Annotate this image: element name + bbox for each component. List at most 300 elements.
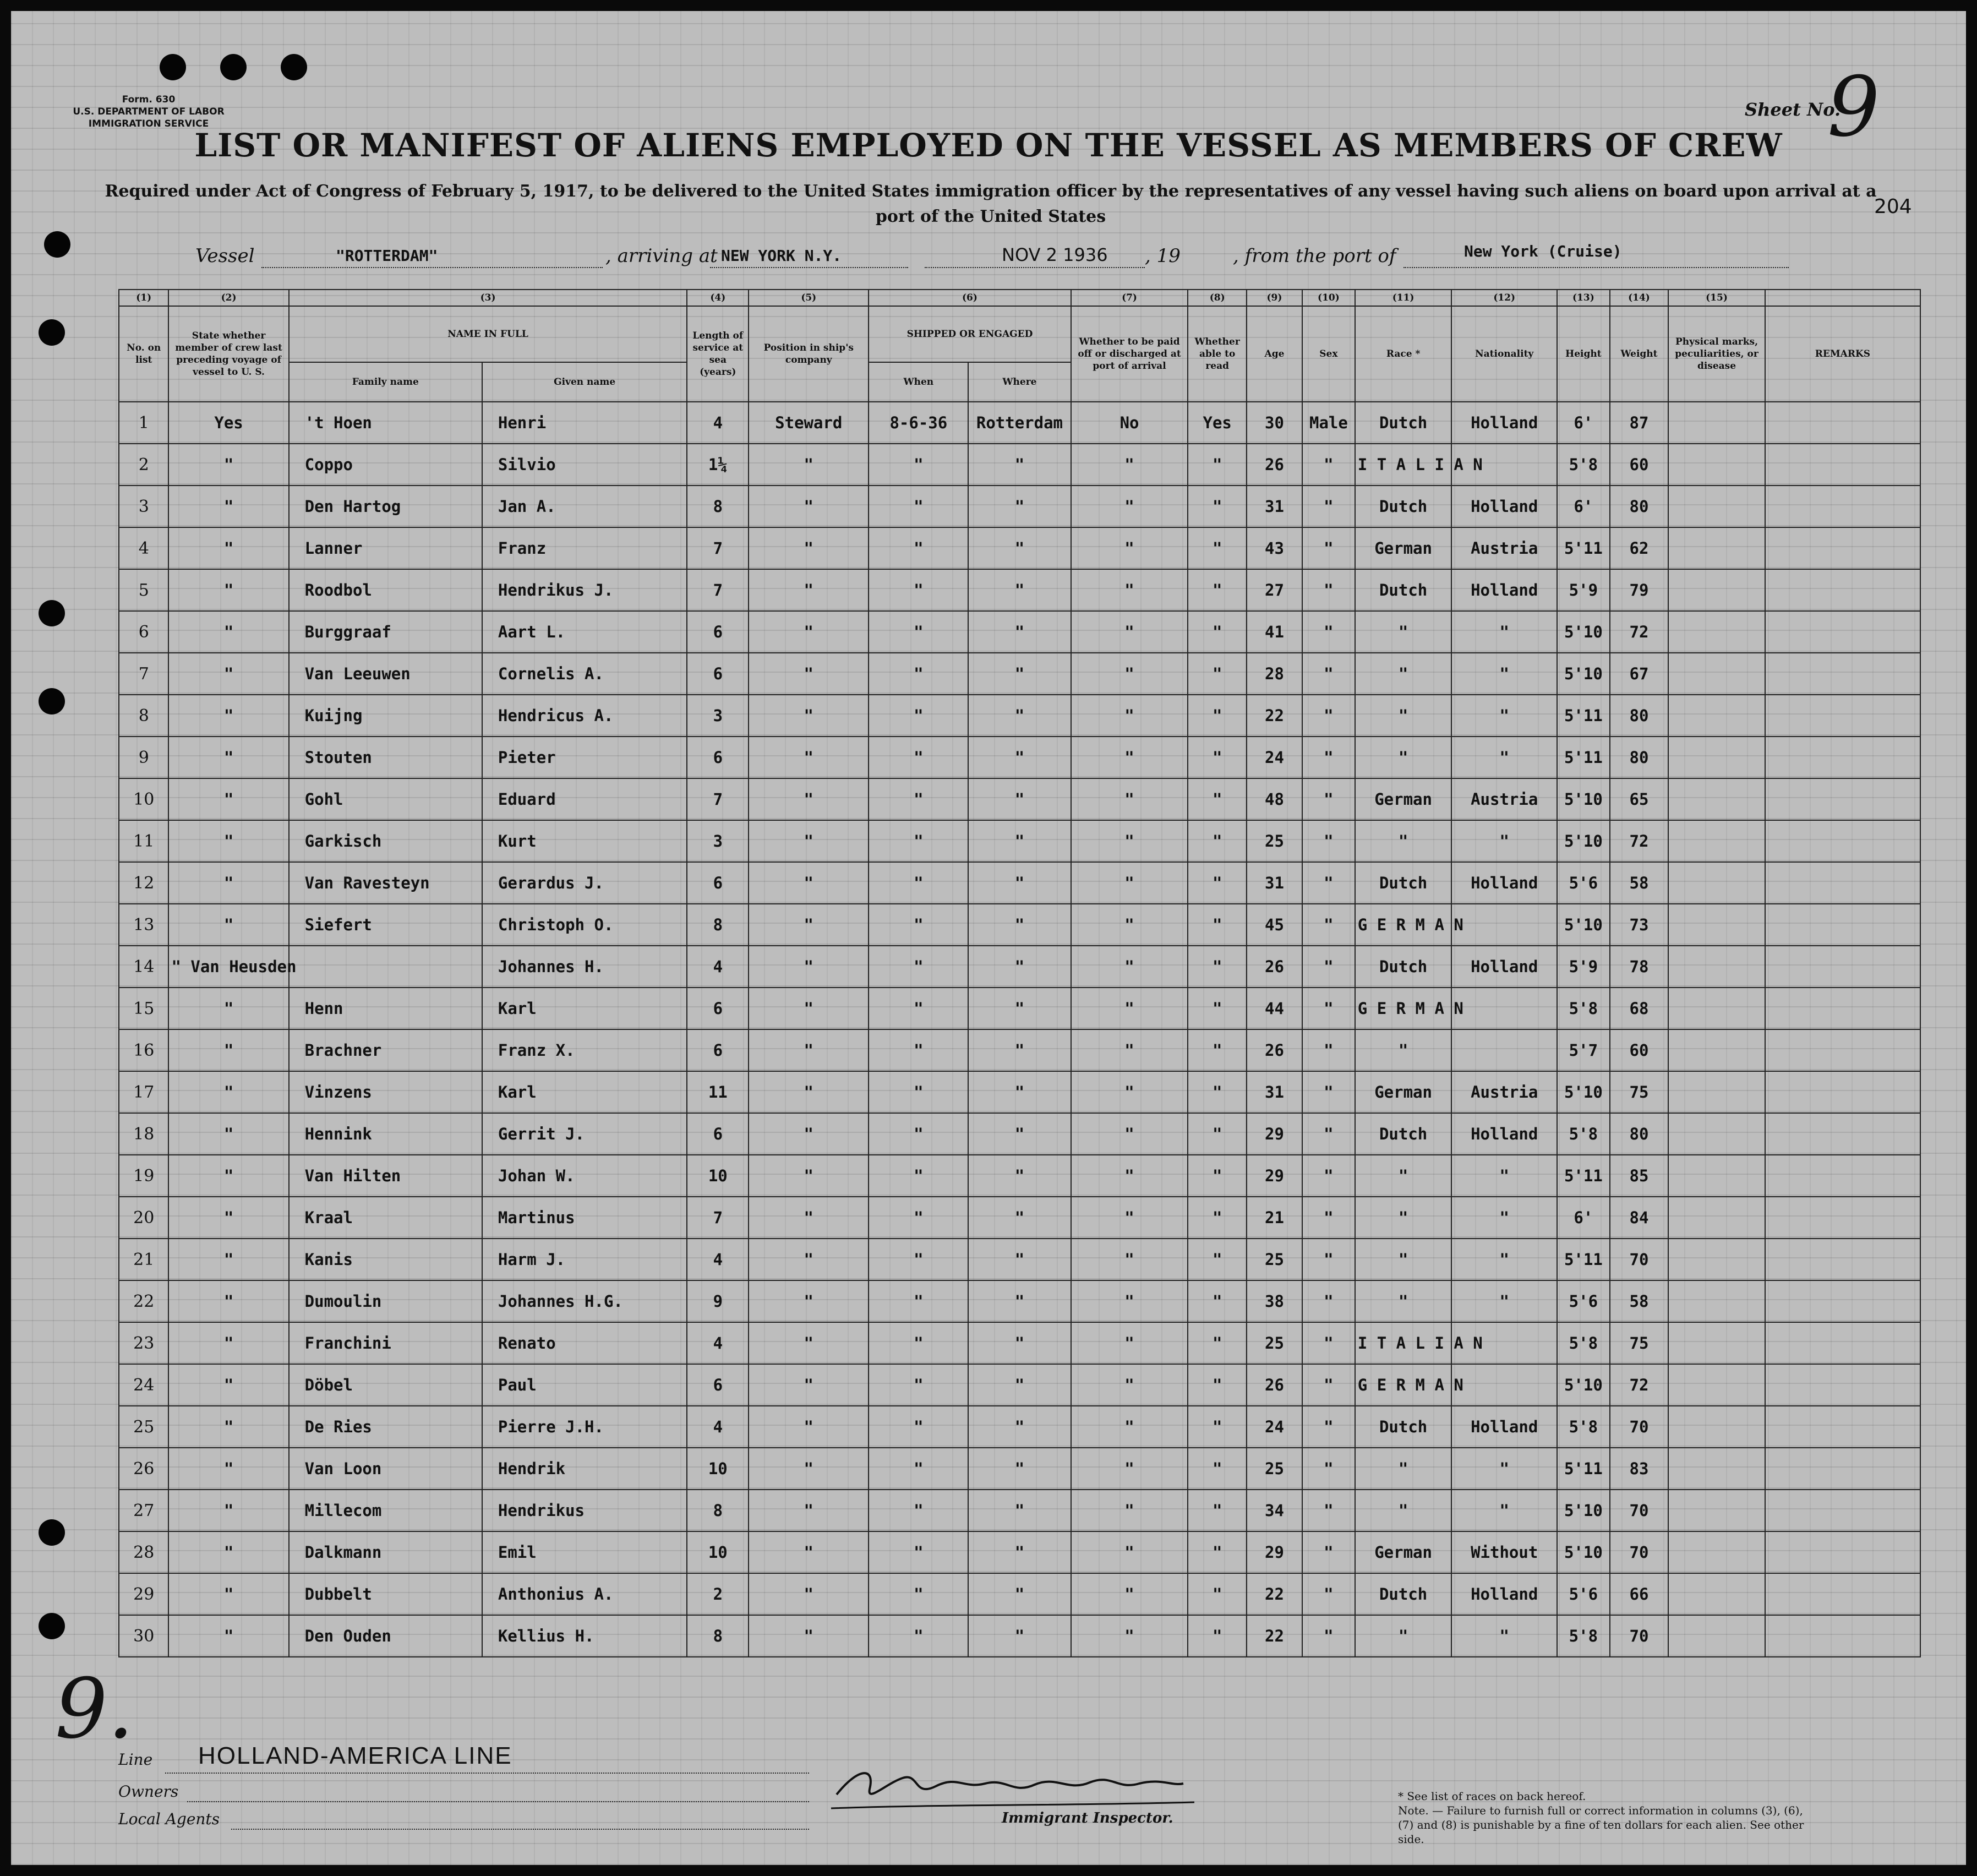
sex-cell: " — [1302, 1406, 1355, 1448]
crew-member-status-cell: " — [168, 653, 288, 695]
form-identification — [33, 94, 264, 130]
able-to-read-cell: Yes — [1188, 402, 1246, 444]
column-number: (3) — [289, 290, 687, 306]
remarks-cell — [1765, 1364, 1920, 1406]
header-where: Where — [968, 362, 1071, 402]
physical-marks-cell — [1668, 862, 1765, 904]
table-row — [119, 946, 1920, 988]
paid-off-cell: " — [1071, 1615, 1188, 1657]
crew-member-status-cell: " — [168, 569, 288, 611]
length-of-service-cell: 4 — [687, 1322, 749, 1364]
family-name-cell: Den Hartog — [289, 486, 482, 527]
header-shipped-engaged: SHIPPED OR ENGAGED — [869, 306, 1071, 362]
weight-cell: 85 — [1610, 1155, 1668, 1197]
paid-off-cell: " — [1071, 1364, 1188, 1406]
physical-marks-cell — [1668, 737, 1765, 778]
position-cell: " — [749, 904, 869, 946]
sheet-number-label: Sheet No. — [1745, 99, 1841, 120]
family-name-cell: Coppo — [289, 444, 482, 486]
nationality-cell: Holland — [1451, 486, 1557, 527]
height-cell: 5'10 — [1557, 904, 1610, 946]
shipped-where-cell: " — [968, 1490, 1071, 1531]
weight-cell: 70 — [1610, 1406, 1668, 1448]
header-no-on-list: No. on list — [119, 306, 168, 402]
shipped-when-cell: " — [869, 611, 968, 653]
position-cell: " — [749, 1071, 869, 1113]
physical-marks-cell — [1668, 486, 1765, 527]
header-member-of-crew: State whether member of crew last preceding voyage of vessel to U. S. — [168, 306, 288, 402]
inspector-signature — [826, 1756, 1200, 1817]
length-of-service-cell: 6 — [687, 737, 749, 778]
height-cell: 5'11 — [1557, 1155, 1610, 1197]
remarks-cell — [1765, 904, 1920, 946]
position-cell: " — [749, 1029, 869, 1071]
length-of-service-cell: 6 — [687, 611, 749, 653]
family-name-cell: Kuijng — [289, 695, 482, 737]
nationality-cell — [1451, 1364, 1557, 1406]
race-cell: Dutch — [1355, 1406, 1452, 1448]
race-cell: Dutch — [1355, 569, 1452, 611]
nationality-cell: " — [1451, 1280, 1557, 1322]
able-to-read-cell: " — [1188, 737, 1246, 778]
weight-cell: 58 — [1610, 1280, 1668, 1322]
height-cell: 5'10 — [1557, 1531, 1610, 1573]
able-to-read-cell: " — [1188, 444, 1246, 486]
able-to-read-cell: " — [1188, 1113, 1246, 1155]
table-row — [119, 1364, 1920, 1406]
physical-marks-cell — [1668, 904, 1765, 946]
sex-cell: " — [1302, 862, 1355, 904]
position-cell: " — [749, 486, 869, 527]
crew-member-status-cell: " — [168, 486, 288, 527]
vessel-label: Vessel — [195, 245, 255, 267]
able-to-read-cell: " — [1188, 946, 1246, 988]
shipped-when-cell: " — [869, 737, 968, 778]
table-row — [119, 1615, 1920, 1657]
able-to-read-cell: " — [1188, 1071, 1246, 1113]
age-cell: 38 — [1247, 1280, 1302, 1322]
position-cell: " — [749, 1615, 869, 1657]
header-position: Position in ship's company — [749, 306, 869, 402]
able-to-read-cell: " — [1188, 1155, 1246, 1197]
age-cell: 31 — [1247, 862, 1302, 904]
table-row — [119, 653, 1920, 695]
row-number-cell: 4 — [119, 527, 168, 569]
shipped-where-cell: " — [968, 527, 1071, 569]
paid-off-cell: " — [1071, 527, 1188, 569]
race-cell: German — [1355, 1071, 1452, 1113]
race-cell: Dutch — [1355, 946, 1452, 988]
shipped-when-cell: " — [869, 1029, 968, 1071]
shipped-where-cell: Rotterdam — [968, 402, 1071, 444]
able-to-read-cell: " — [1188, 1322, 1246, 1364]
height-cell: 5'10 — [1557, 653, 1610, 695]
physical-marks-cell — [1668, 402, 1765, 444]
able-to-read-cell: " — [1188, 1573, 1246, 1615]
table-row — [119, 1280, 1920, 1322]
shipped-when-cell: " — [869, 820, 968, 862]
table-row — [119, 486, 1920, 527]
row-number-cell: 15 — [119, 988, 168, 1029]
punch-hole — [281, 54, 307, 80]
position-cell: " — [749, 946, 869, 988]
given-name-cell: Anthonius A. — [482, 1573, 687, 1615]
row-number-cell: 9 — [119, 737, 168, 778]
height-cell: 5'11 — [1557, 1448, 1610, 1490]
shipped-when-cell: " — [869, 1490, 968, 1531]
physical-marks-cell — [1668, 1280, 1765, 1322]
position-cell: " — [749, 569, 869, 611]
age-cell: 25 — [1247, 1239, 1302, 1280]
nationality-cell: Austria — [1451, 1071, 1557, 1113]
column-number-blank — [1765, 290, 1920, 306]
sex-cell: " — [1302, 1029, 1355, 1071]
header-weight: Weight — [1610, 306, 1668, 402]
sex-cell: " — [1302, 527, 1355, 569]
crew-manifest-table — [118, 289, 1921, 1657]
height-cell: 5'11 — [1557, 737, 1610, 778]
height-cell: 6' — [1557, 1197, 1610, 1239]
length-of-service-cell: 9 — [687, 1280, 749, 1322]
nationality-cell: " — [1451, 737, 1557, 778]
shipped-when-cell: " — [869, 1239, 968, 1280]
sex-cell: " — [1302, 946, 1355, 988]
side-number: 204 — [1874, 195, 1912, 218]
table-row — [119, 737, 1920, 778]
remarks-cell — [1765, 1197, 1920, 1239]
header-age: Age — [1247, 306, 1302, 402]
family-name-cell — [289, 946, 482, 988]
family-name-cell: Brachner — [289, 1029, 482, 1071]
length-of-service-cell: 6 — [687, 862, 749, 904]
manifest-sheet — [11, 11, 1966, 1865]
row-number-cell: 7 — [119, 653, 168, 695]
family-name-cell: Dalkmann — [289, 1531, 482, 1573]
row-number-cell: 30 — [119, 1615, 168, 1657]
remarks-cell — [1765, 1615, 1920, 1657]
age-cell: 25 — [1247, 1322, 1302, 1364]
shipped-where-cell: " — [968, 1615, 1071, 1657]
owners-label: Owners — [118, 1782, 179, 1801]
table-row — [119, 1531, 1920, 1573]
remarks-cell — [1765, 1155, 1920, 1197]
shipped-where-cell: " — [968, 1406, 1071, 1448]
given-name-cell: Eduard — [482, 778, 687, 820]
weight-cell: 60 — [1610, 444, 1668, 486]
crew-member-status-cell: " — [168, 1029, 288, 1071]
race-cell: Dutch — [1355, 486, 1452, 527]
shipped-when-cell: " — [869, 1322, 968, 1364]
able-to-read-cell: " — [1188, 1280, 1246, 1322]
given-name-cell: Karl — [482, 988, 687, 1029]
sex-cell: " — [1302, 1239, 1355, 1280]
crew-member-status-cell: " — [168, 820, 288, 862]
physical-marks-cell — [1668, 1071, 1765, 1113]
date-line — [925, 267, 1145, 268]
sex-cell: " — [1302, 778, 1355, 820]
given-name-cell: Christoph O. — [482, 904, 687, 946]
position-cell: " — [749, 653, 869, 695]
weight-cell: 83 — [1610, 1448, 1668, 1490]
remarks-cell — [1765, 569, 1920, 611]
given-name-cell: Aart L. — [482, 611, 687, 653]
shipped-where-cell: " — [968, 904, 1071, 946]
age-cell: 22 — [1247, 695, 1302, 737]
vessel-line — [261, 267, 603, 268]
length-of-service-cell: 4 — [687, 946, 749, 988]
nationality-cell: Holland — [1451, 402, 1557, 444]
given-name-cell: Franz — [482, 527, 687, 569]
nationality-cell: Holland — [1451, 1573, 1557, 1615]
age-cell: 22 — [1247, 1573, 1302, 1615]
race-cell: " — [1355, 1029, 1452, 1071]
length-of-service-cell: 6 — [687, 988, 749, 1029]
table-row — [119, 1071, 1920, 1113]
table-row — [119, 527, 1920, 569]
family-name-cell: Siefert — [289, 904, 482, 946]
sex-cell: " — [1302, 695, 1355, 737]
position-cell: " — [749, 611, 869, 653]
arrival-date-stamp: NOV 2 1936 — [1002, 244, 1108, 265]
able-to-read-cell: " — [1188, 695, 1246, 737]
physical-marks-cell — [1668, 611, 1765, 653]
shipped-when-cell: " — [869, 988, 968, 1029]
shipping-line-stamp: HOLLAND-AMERICA LINE — [198, 1742, 512, 1769]
weight-cell: 60 — [1610, 1029, 1668, 1071]
shipped-when-cell: " — [869, 1573, 968, 1615]
arrival-port: NEW YORK N.Y. — [721, 247, 842, 265]
age-cell: 25 — [1247, 1448, 1302, 1490]
notes-block — [1398, 1789, 1816, 1846]
row-number-cell: 8 — [119, 695, 168, 737]
able-to-read-cell: " — [1188, 611, 1246, 653]
able-to-read-cell: " — [1188, 1531, 1246, 1573]
position-cell: " — [749, 1490, 869, 1531]
family-name-cell: Van Hilten — [289, 1155, 482, 1197]
column-number-row — [119, 290, 1920, 306]
remarks-cell — [1765, 1280, 1920, 1322]
row-number-cell: 27 — [119, 1490, 168, 1531]
vessel-name: "ROTTERDAM" — [336, 247, 438, 265]
remarks-cell — [1765, 1071, 1920, 1113]
physical-marks-cell — [1668, 1573, 1765, 1615]
nationality-cell: " — [1451, 611, 1557, 653]
column-number: (1) — [119, 290, 168, 306]
race-cell: German — [1355, 527, 1452, 569]
nationality-cell: Holland — [1451, 1406, 1557, 1448]
position-cell: " — [749, 1155, 869, 1197]
nationality-cell: Austria — [1451, 527, 1557, 569]
sex-cell: " — [1302, 1448, 1355, 1490]
arriving-label: , arriving at — [605, 245, 718, 267]
shipped-when-cell: " — [869, 653, 968, 695]
physical-marks-cell — [1668, 1239, 1765, 1280]
weight-cell: 75 — [1610, 1322, 1668, 1364]
sex-cell: " — [1302, 737, 1355, 778]
physical-marks-cell — [1668, 988, 1765, 1029]
able-to-read-cell: " — [1188, 1197, 1246, 1239]
paid-off-cell: " — [1071, 1113, 1188, 1155]
form-number: Form. 630 — [122, 94, 176, 105]
nationality-cell: Holland — [1451, 1113, 1557, 1155]
paid-off-cell: " — [1071, 1448, 1188, 1490]
document-title: LIST OR MANIFEST OF ALIENS EMPLOYED ON THE VESSEL AS MEMBERS OF CREW — [194, 127, 1783, 164]
paid-off-cell: " — [1071, 653, 1188, 695]
able-to-read-cell: " — [1188, 1448, 1246, 1490]
remarks-cell — [1765, 1531, 1920, 1573]
race-cell: G E R M A N — [1355, 904, 1452, 946]
race-cell: " — [1355, 1280, 1452, 1322]
nationality-cell: " — [1451, 653, 1557, 695]
shipped-where-cell: " — [968, 820, 1071, 862]
row-number-cell: 28 — [119, 1531, 168, 1573]
physical-marks-cell — [1668, 1531, 1765, 1573]
weight-cell: 75 — [1610, 1071, 1668, 1113]
race-cell: " — [1355, 653, 1452, 695]
table-row — [119, 569, 1920, 611]
table-row — [119, 1197, 1920, 1239]
length-of-service-cell: 1¼ — [687, 444, 749, 486]
table-row — [119, 1322, 1920, 1364]
given-name-cell: Henri — [482, 402, 687, 444]
remarks-cell — [1765, 1490, 1920, 1531]
position-cell: " — [749, 1364, 869, 1406]
length-of-service-cell: 6 — [687, 1364, 749, 1406]
column-number: (5) — [749, 290, 869, 306]
able-to-read-cell: " — [1188, 820, 1246, 862]
sex-cell: " — [1302, 1322, 1355, 1364]
age-cell: 43 — [1247, 527, 1302, 569]
row-number-cell: 12 — [119, 862, 168, 904]
family-name-cell: Döbel — [289, 1364, 482, 1406]
shipped-when-cell: " — [869, 1197, 968, 1239]
weight-cell: 80 — [1610, 486, 1668, 527]
shipped-when-cell: " — [869, 444, 968, 486]
paid-off-cell: " — [1071, 737, 1188, 778]
physical-marks-cell — [1668, 1364, 1765, 1406]
able-to-read-cell: " — [1188, 988, 1246, 1029]
family-name-cell: Van Ravesteyn — [289, 862, 482, 904]
family-name-cell: Millecom — [289, 1490, 482, 1531]
remarks-cell — [1765, 1448, 1920, 1490]
race-cell: I T A L I A N — [1355, 444, 1452, 486]
position-cell: " — [749, 778, 869, 820]
length-of-service-cell: 6 — [687, 653, 749, 695]
crew-member-status-cell: " — [168, 527, 288, 569]
position-cell: " — [749, 1531, 869, 1573]
length-of-service-cell: 3 — [687, 820, 749, 862]
row-number-cell: 6 — [119, 611, 168, 653]
shipped-when-cell: " — [869, 946, 968, 988]
nationality-cell — [1451, 904, 1557, 946]
physical-marks-cell — [1668, 653, 1765, 695]
weight-cell: 73 — [1610, 904, 1668, 946]
crew-member-status-cell: " — [168, 1322, 288, 1364]
nationality-cell: " — [1451, 1239, 1557, 1280]
punch-hole — [160, 54, 186, 80]
remarks-cell — [1765, 402, 1920, 444]
nationality-cell — [1451, 988, 1557, 1029]
column-number: (4) — [687, 290, 749, 306]
shipped-where-cell: " — [968, 1029, 1071, 1071]
crew-member-status-cell: " — [168, 862, 288, 904]
form-service: IMMIGRATION SERVICE — [88, 118, 209, 129]
column-number: (9) — [1247, 290, 1302, 306]
shipped-when-cell: " — [869, 1155, 968, 1197]
header-name-in-full: NAME IN FULL — [289, 306, 687, 362]
crew-member-status-cell: " — [168, 1531, 288, 1573]
race-cell: " — [1355, 820, 1452, 862]
nationality-cell: " — [1451, 1155, 1557, 1197]
paid-off-cell: " — [1071, 1573, 1188, 1615]
physical-marks-cell — [1668, 1615, 1765, 1657]
form-department: U.S. DEPARTMENT OF LABOR — [73, 106, 225, 117]
race-cell: I T A L I A N — [1355, 1322, 1452, 1364]
row-number-cell: 3 — [119, 486, 168, 527]
column-number: (8) — [1188, 290, 1246, 306]
able-to-read-cell: " — [1188, 653, 1246, 695]
paid-off-cell: " — [1071, 946, 1188, 988]
nationality-cell: " — [1451, 1197, 1557, 1239]
able-to-read-cell: " — [1188, 1490, 1246, 1531]
weight-cell: 80 — [1610, 695, 1668, 737]
length-of-service-cell: 4 — [687, 402, 749, 444]
given-name-cell: Kellius H. — [482, 1615, 687, 1657]
shipped-where-cell: " — [968, 1448, 1071, 1490]
crew-member-status-cell: " — [168, 988, 288, 1029]
given-name-cell: Johan W. — [482, 1155, 687, 1197]
given-name-cell: Kurt — [482, 820, 687, 862]
header-sex: Sex — [1302, 306, 1355, 402]
age-cell: 26 — [1247, 444, 1302, 486]
height-cell: 5'8 — [1557, 1322, 1610, 1364]
weight-cell: 62 — [1610, 527, 1668, 569]
given-name-cell: Renato — [482, 1322, 687, 1364]
family-name-cell: Lanner — [289, 527, 482, 569]
family-name-cell: Den Ouden — [289, 1615, 482, 1657]
position-cell: " — [749, 1280, 869, 1322]
local-agents-label: Local Agents — [118, 1810, 220, 1828]
age-cell: 29 — [1247, 1531, 1302, 1573]
height-cell: 5'8 — [1557, 444, 1610, 486]
position-cell: " — [749, 1322, 869, 1364]
height-cell: 6' — [1557, 486, 1610, 527]
sex-cell: " — [1302, 1280, 1355, 1322]
given-name-cell: Harm J. — [482, 1239, 687, 1280]
remarks-cell — [1765, 988, 1920, 1029]
height-cell: 5'6 — [1557, 1573, 1610, 1615]
crew-table-body — [119, 402, 1920, 1657]
shipped-when-cell: " — [869, 695, 968, 737]
remarks-cell — [1765, 486, 1920, 527]
header-row — [119, 306, 1920, 362]
shipped-when-cell: " — [869, 569, 968, 611]
header-given-name: Given name — [482, 362, 687, 402]
family-name-cell: Garkisch — [289, 820, 482, 862]
sex-cell: " — [1302, 1197, 1355, 1239]
header-physical-marks: Physical marks, peculiarities, or disease — [1668, 306, 1765, 402]
given-name-cell: Johannes H.G. — [482, 1280, 687, 1322]
given-name-cell: Karl — [482, 1071, 687, 1113]
table-row — [119, 695, 1920, 737]
able-to-read-cell: " — [1188, 904, 1246, 946]
shipped-when-cell: 8-6-36 — [869, 402, 968, 444]
punch-hole — [44, 231, 70, 258]
shipped-where-cell: " — [968, 1531, 1071, 1573]
sex-cell: " — [1302, 988, 1355, 1029]
age-cell: 26 — [1247, 1364, 1302, 1406]
given-name-cell: Cornelis A. — [482, 653, 687, 695]
